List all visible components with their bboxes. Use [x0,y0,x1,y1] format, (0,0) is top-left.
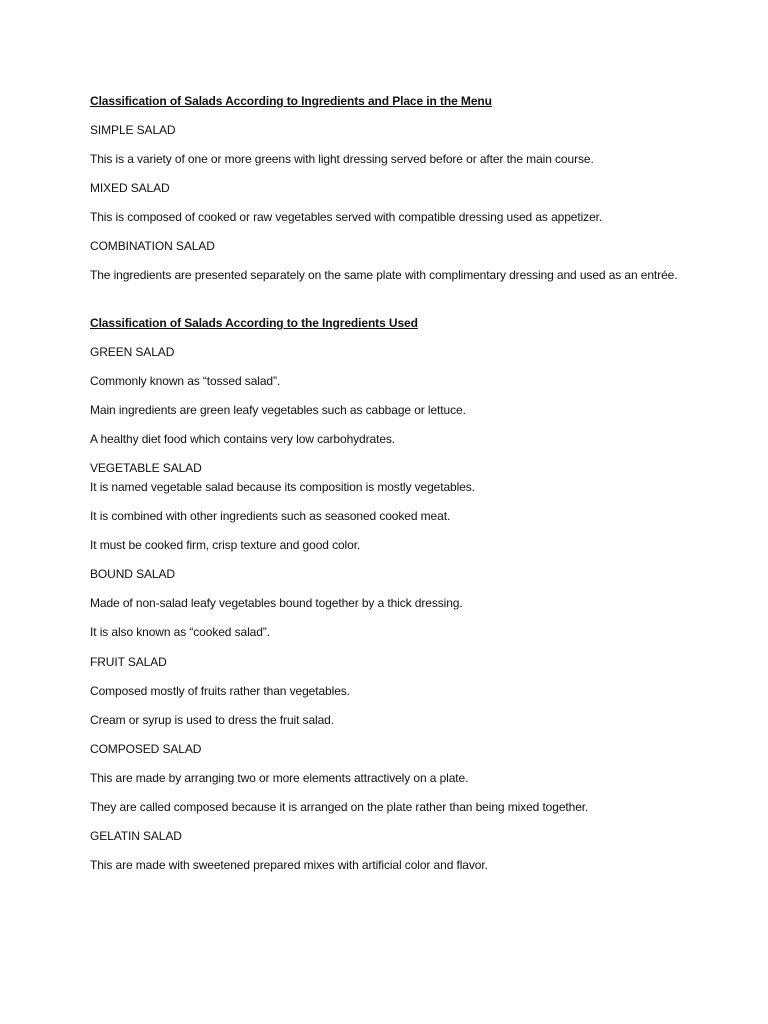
heading-simple-salad: SIMPLE SALAD [90,123,176,137]
text-mixed-salad: This is composed of cooked or raw vegetables served with compatible dressing used as appetizer. [90,210,603,224]
text-bound-salad-1: Made of non-salad leafy vegetables bound together by a thick dressing. [90,596,463,610]
section-title-ingredients-used: Classification of Salads According to the Ingredients Used [90,316,418,330]
heading-vegetable-salad: VEGETABLE SALAD [90,461,202,475]
heading-composed-salad: COMPOSED SALAD [90,742,202,756]
text-composed-salad-1: This are made by arranging two or more elements attractively on a plate. [90,771,469,785]
text-vegetable-salad-3: It must be cooked firm, crisp texture and good color. [90,538,361,552]
text-fruit-salad-1: Composed mostly of fruits rather than vegetables. [90,684,350,698]
heading-gelatin-salad: GELATIN SALAD [90,829,182,843]
text-green-salad-3: A healthy diet food which contains very low carbohydrates. [90,432,396,446]
text-combination-salad: The ingredients are presented separately on the same plate with complimentary dressing and used as an entrée. [90,268,678,282]
text-simple-salad: This is a variety of one or more greens with light dressing served before or after the main course. [90,152,594,166]
heading-mixed-salad: MIXED SALAD [90,181,170,195]
section-title-menu-place: Classification of Salads According to Ingredients and Place in the Menu [90,94,492,108]
heading-fruit-salad: FRUIT SALAD [90,655,167,669]
heading-bound-salad: BOUND SALAD [90,567,175,581]
heading-combination-salad: COMBINATION SALAD [90,239,215,253]
heading-green-salad: GREEN SALAD [90,345,175,359]
text-bound-salad-2: It is also known as “cooked salad”. [90,625,270,639]
text-vegetable-salad-2: It is combined with other ingredients such as seasoned cooked meat. [90,509,451,523]
text-vegetable-salad-1: It is named vegetable salad because its composition is mostly vegetables. [90,480,475,494]
text-fruit-salad-2: Cream or syrup is used to dress the fruit salad. [90,713,334,727]
text-gelatin-salad: This are made with sweetened prepared mixes with artificial color and flavor. [90,858,488,872]
text-green-salad-1: Commonly known as “tossed salad”. [90,374,281,388]
text-green-salad-2: Main ingredients are green leafy vegetables such as cabbage or lettuce. [90,403,466,417]
text-composed-salad-2: They are called composed because it is arranged on the plate rather than being mixed together. [90,800,589,814]
